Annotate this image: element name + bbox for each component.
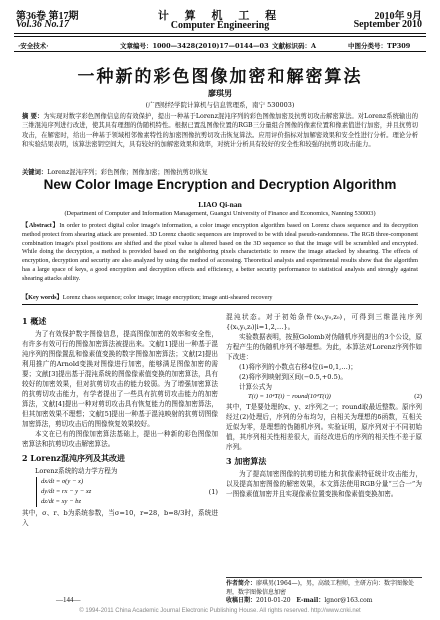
keywords-en-label: 【Key words】 [22,294,63,301]
equation-2 [226,392,422,402]
abstract-en-label: 【Abstract】 [22,222,60,229]
volume-issue-cn: 第36卷 第17期 [16,11,79,22]
right-paragraph-2: 实验数据表明，按照Golomb对伪随机序列提出的3个公设，原方程产生的伪随机序列不够理想。为此，本算法对Lorenz序列作如下改进： [226,333,422,361]
equation-1-number: (1) [208,488,218,496]
footnote-received-label: 收稿日期： [226,597,257,604]
body-left-column [22,312,218,528]
keywords-cn-text: Lorenz混沌序列；彩色图像；图像加密；图像抗剪切恢复 [47,169,208,176]
right-paragraph-5: 为了提高加密图像的抗剪切能力和抗像素特征统计攻击能力，以及提高加密图像的解密效果，本文算法使用RGB分量“三合一”为一图像素值加密并且实现像素位置变换和像素值变换加密。 [226,470,422,498]
clc-number: 中图分类号：TP309 [348,42,411,50]
copyright-line: © 1994-2011 China Academic Journal Electronic Publishing House. All rights reserved. http://www.cnki.net [79,608,361,614]
section-2-heading: 2 Lorenz混沌序列及其改进 [22,453,125,463]
abstract-en-text: In order to protect digital color image's information, a color image encryption algorithm based on Lorenz chaos sequence and its decryption method protect from shearing attack are presented. 3D Lorenz chaotic sequences are improved to be with ideal pseudo-randomness. The RGB three-component combination image's pixel positions are shifted and the pixel value is altered based on the 3D sequence so that the image will be scrambled and encrypted. While doing the decryption, a method is provided based on the neighboring pixels characteristic to renew the image attacked by shearing. The effects of encryption, decryption and security are also analyzed by using the method of accessing. Theoretical analysis and experimental results show that the algorithm has a large space of keys, a good encryption and decryption effects and efficiency, a better security performance to statistical analysis and strongly against shearing attacks ability. [22,222,418,282]
journal-name-cn: 计 算 机 工 程 [157,9,283,22]
keywords-en [22,292,418,301]
right-paragraph-1: 混沌状态。对于初始条件(x₀,y₀,z₀)，可得到三维混沌序列{(xᵢ,yᵢ,zᵢ)|i=1,2,…}。 [226,313,422,331]
footnote-email-label: E-mail： [296,597,325,604]
category-label: ·安全技术· [18,42,49,50]
issue-date-en: September 2010 [353,19,422,30]
footnote-received-date: 2010-01-20 [256,597,291,604]
keywords-cn-label: 关键词： [22,169,48,176]
author-footnote [226,577,422,606]
equation-1 [36,477,218,507]
section-1-paragraph-1: 为了有效保护数字图像信息，提高图像加密的效率和安全性，有许多有效可行的图像加密算法被提出来。文献[1]提出一种基于混沌序列的图像置乱和像素值变换的数字图像加密算法；文献[2]提出利用推广的Arnold变换对图像进行加密，能够满足图像加密的需要；文献[3]提出基于混沌系统的图像像素值变换的加密算法，具有较好的加密效果，但对抗剪切攻击的能力较弱。为了增强加密算法的抗剪切攻击能力，有学者提出了一些具有抗剪切攻击能力的加密算法，文献[4]提出一种对剪切攻击具有恢复能力的图像加密算法，但其加密效果不理想；文献[5]提出一种基于混沌映射的抗剪切图像加密算法，剪切攻击后的图像恢复效果较好。 [22,330,218,428]
section-3-heading: 3 加密算法 [226,456,267,466]
meta-rule [14,51,426,52]
section-2-paragraph-2: 其中，σ、r、b为系统参数，当σ=10，r=28，b=8/3时，系统进入 [22,509,218,527]
equation-1-line-1: dx/dt = σ(y − x) [41,478,84,485]
page-number: —144— [56,596,81,604]
equation-1-line-3: dz/dt = xy − bz [41,498,82,505]
section-1-paragraph-2: 本文在已有的图像加密算法基础上，提出一种新的彩色图像加密算法和抗剪切攻击解密算法。 [22,430,218,448]
body-rule [22,304,418,305]
abstract-cn [22,112,418,150]
footnote-author-label: 作者简介： [226,580,257,587]
title-en: New Color Image Encryption and Decryption Algorithm [43,177,397,192]
volume-issue-en: Vol.36 No.17 [16,19,70,30]
keywords-en-text: Lorenz chaos sequence; color image; image encryption; image anti-sheared recovery [62,294,273,301]
author-cn: 廖琪男 [208,88,232,98]
article-number: 文章编号：1000—3428(2010)17—0144—03 [120,42,269,50]
equation-2-number: (2) [414,393,422,400]
abstract-cn-text: 为实现对数字彩色图像信息的有效保护，提出一种基于Lorenz混沌序列的彩色图像加密及抗剪切攻击解密算法。对Lorenz系统输出的三维混沌序列进行改进，使其具有理想的伪随机特性。根据已置乱图像位置的RGB三分量组合图像的像素位置和像素值进行加密，并且抗剪切攻击，在解密时，给出一种基于领域相邻像素特性的加密图像抗剪切攻击恢复算法。应用评价指标对加解密效果和安全性进行分析。理论分析和实验结果表明，该算法密钥空间大，具有较好的加解密效果和效率，对统计分析具有较好的安全性和较强的抗剪切攻击能力。 [22,113,418,149]
issue-date-cn: 2010年 9月 [374,11,422,22]
body-right-column [226,312,422,499]
right-paragraph-4: 其中，T是要处理的x、y、z序列之一；round取最近整数。原序列经过(2)处理后，序列的分布均匀，自相关为理想的δ函数，互相关近似为零，是理想的伪随机序列。实验证明，原序列对于不同初始值，其序列相关性相差很大，而经改进后的序列的相关性不差于原序列。 [226,403,422,451]
abstract-cn-label: 摘 要： [22,113,44,120]
header-rule-thin [14,36,426,37]
document-code: 文献标识码：A [272,42,317,50]
equation-1-line-2: dy/dt = rx − y − xz [41,488,92,495]
title-cn: 一种新的彩色图像加密和解密算法 [77,67,363,87]
abstract-en [22,222,418,284]
section-1-heading: 1 概述 [22,316,47,326]
affiliation-cn: (广西财经学院计算机与信息管理系，南宁 530003) [145,101,295,109]
keywords-cn [22,167,418,176]
list-item-1: (1)将序列的小数点右移4位(i=0,1,…)； [239,363,358,371]
footnote-email: lgnor@163.com [324,597,373,604]
author-en: LIAO Qi-nan [198,200,242,209]
affiliation-en: (Department of Computer and Information Management, Guangxi University of Finance and Economics, Nanning 530003) [64,210,376,217]
list-item-2: (2)将序列映射到区间(−0.5,+0.5)。 [239,373,347,381]
journal-name-en: Computer Engineering [170,20,270,31]
footnote-author-text: 廖琪男(1964—)，男，高级工程师，主研方向：数字图像处理，数字图像信息加密 [226,580,414,596]
right-paragraph-3: 计算公式为 [239,383,272,391]
section-2-paragraph-1: Lorenz系统的动力学方程为 [35,467,118,475]
header-rule [14,33,426,34]
equation-2-body: T(i) = 10⁴T(i) − round(10⁴T(i)) [248,393,331,400]
